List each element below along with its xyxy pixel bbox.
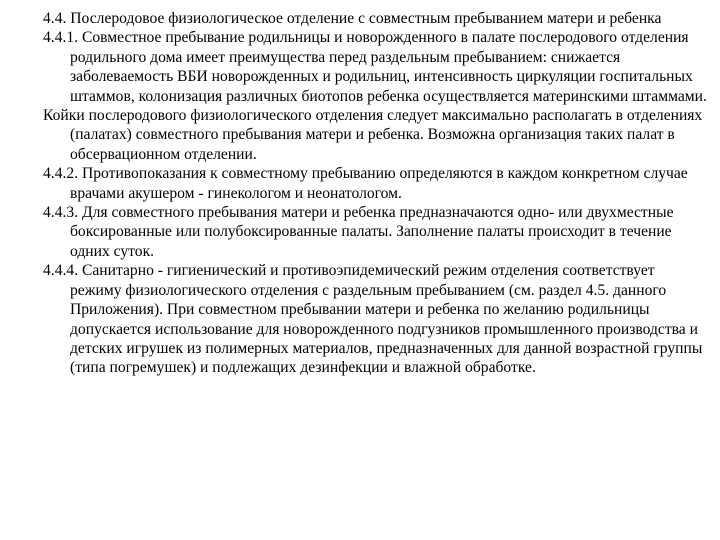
section-heading: 4.4. Послеродовое физиологическое отделение с совместным пребыванием матери и ребенка [43, 10, 662, 27]
paragraph-4-4-2: 4.4.2. Противопоказания к совместному пребыванию определяются в каждом конкретном случае врачами акушером - гинекологом и неонатологом. [43, 165, 688, 202]
paragraph-4-4-1: 4.4.1. Совместное пребывание родильницы и новорожденного в палате послеродового отделения родильного дома имеет преимущества перед раздельным пребыванием: снижается заболеваемость ВБИ новорожденных и родильниц, интенсивность циркуляции госпитальных штаммов, колонизация различных биотопов ребенка осуществляется материнскими штаммами. [43, 29, 707, 105]
paragraph-beds: Койки послеродового физиологического отделения следует максимально располагать в отделениях (палатах) совместного пребывания матери и ребенка. Возможна организация таких палат в обсервационном отделении. [43, 107, 703, 163]
text-block [43, 9, 707, 378]
paragraph-4-4-4: 4.4.4. Санитарно - гигиенический и противоэпидемический режим отделения соответствует режиму физиологического отделения с раздельным пребыванием (см. раздел 4.5. данного Приложения). При совместном пребывании матери и ребенка по желанию родильницы допускается использование для новорожденного подгузников промышленного производства и детских игрушек из полимерных материалов, предназначенных для данной возрастной группы (типа погремушек) и подлежащих дезинфекции и влажной обработке. [43, 262, 703, 377]
paragraph-4-4-3: 4.4.3. Для совместного пребывания матери и ребенка предназначаются одно- или двухместные боксированные или полубоксированные палаты. Заполнение палаты происходит в течение одних суток. [43, 204, 674, 260]
